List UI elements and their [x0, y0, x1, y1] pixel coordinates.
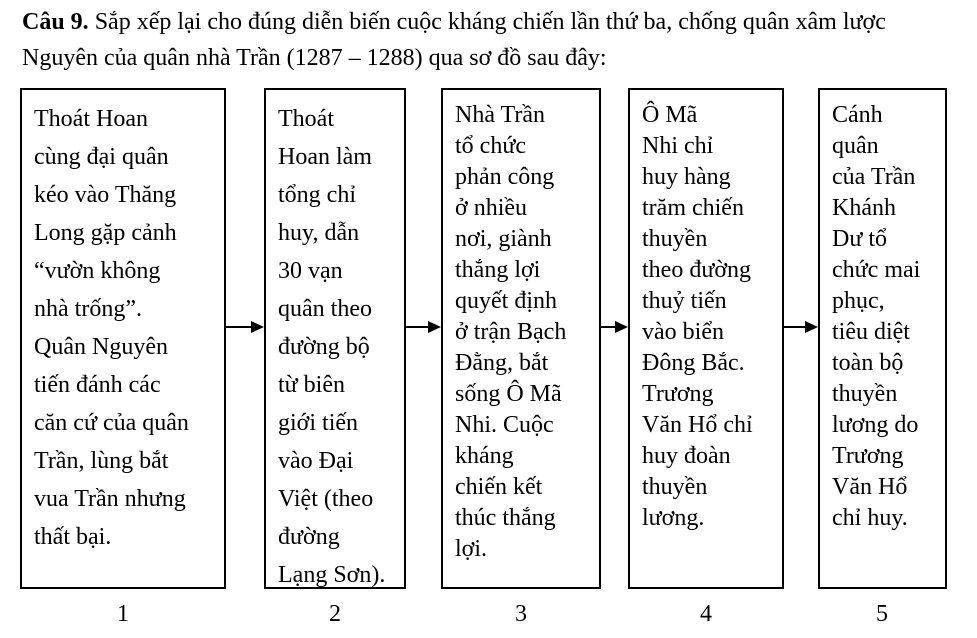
arrow-3-to-4	[601, 321, 628, 333]
arrow-1-to-2	[226, 321, 264, 333]
box-number-3: 3	[515, 601, 527, 627]
question-body: Sắp xếp lại cho đúng diễn biến cuộc kháng chiến lần thứ ba, chống quân xâm lược Nguyên của quân nhà Trần (1287 – 1288) qua sơ đồ sau đây:	[22, 9, 886, 71]
box-number-4: 4	[700, 601, 712, 627]
question-text	[22, 4, 967, 76]
box-number-5: 5	[876, 601, 888, 627]
arrow-2-to-3	[406, 321, 441, 333]
arrow-4-to-5	[784, 321, 818, 333]
box-number-2: 2	[329, 601, 341, 627]
box-number-1: 1	[117, 601, 129, 627]
event-box-2: Thoát Hoan làm tổng chỉ huy, dẫn 30 vạn quân theo đường bộ từ biên giới tiến vào Đại Việt (theo đường Lạng Sơn).	[264, 88, 406, 589]
question-label: Câu 9.	[22, 9, 89, 35]
event-box-1: Thoát Hoan cùng đại quân kéo vào Thăng Long gặp cảnh “vườn không nhà trống”. Quân Nguyên tiến đánh các căn cứ của quân Trần, lùng bắt vua Trần nhưng thất bại.	[20, 88, 226, 589]
event-box-4: Ô Mã Nhi chỉ huy hàng trăm chiến thuyền theo đường thuỷ tiến vào biển Đông Bắc. Trương Văn Hổ chỉ huy đoàn thuyền lương.	[628, 88, 784, 589]
event-box-5: Cánh quân của Trần Khánh Dư tổ chức mai phục, tiêu diệt toàn bộ thuyền lương do Trương Văn Hổ chỉ huy.	[818, 88, 947, 589]
event-box-3: Nhà Trần tổ chức phản công ở nhiều nơi, giành thắng lợi quyết định ở trận Bạch Đằng, bắt sống Ô Mã Nhi. Cuộc kháng chiến kết thúc thắng lợi.	[441, 88, 601, 589]
